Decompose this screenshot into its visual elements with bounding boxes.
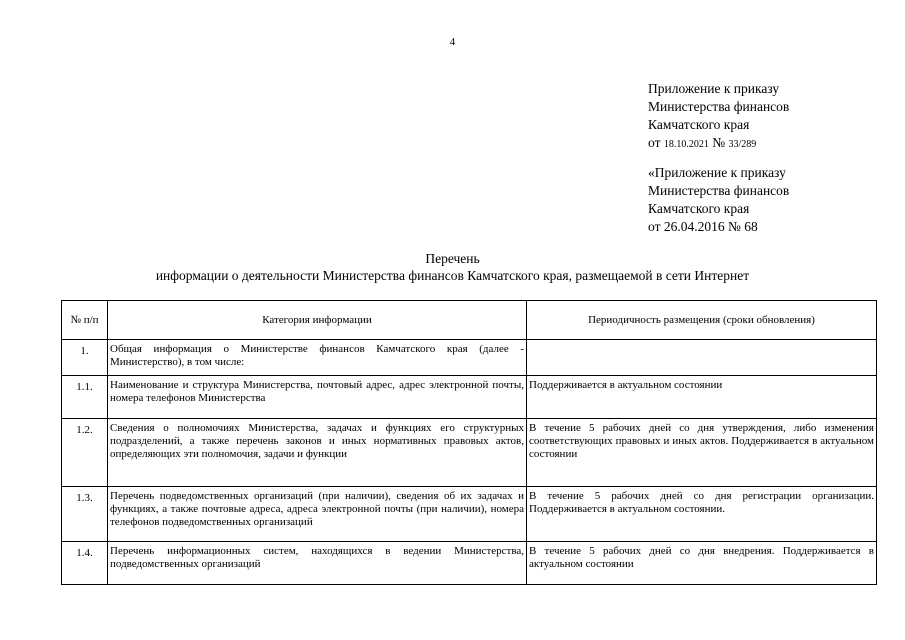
row-number: 1.1.: [62, 376, 108, 419]
row-category: Общая информация о Министерстве финансов Камчатского края (далее - Министерство), в том числе:: [108, 340, 527, 376]
row-period: Поддерживается в актуальном состоянии: [527, 376, 877, 419]
appendix-previous-line4: от 26.04.2016 № 68: [648, 219, 758, 234]
title-line1: Перечень: [425, 251, 480, 266]
appendix-previous-block: [648, 164, 789, 236]
row-category: Наименование и структура Министерства, почтовый адрес, адрес электронной почты, номера телефонов Министерства: [108, 376, 527, 419]
appendix-current-date-line: [648, 134, 789, 154]
header-period: Периодичность размещения (сроки обновления): [527, 301, 877, 340]
date-value: 18.10.2021: [663, 139, 709, 150]
row-number: 1.: [62, 340, 108, 376]
row-period: В течение 5 рабочих дней со дня внедрения. Поддерживается в актуальном состоянии: [527, 542, 877, 585]
appendix-current-line2: Министерства финансов: [648, 99, 790, 114]
row-number: 1.3.: [62, 487, 108, 542]
appendix-previous-line1: «Приложение к приказу: [648, 165, 786, 180]
title-line2: информации о деятельности Министерства финансов Камчатского края, размещаемой в сети Интернет: [155, 268, 750, 283]
number-sign: №: [712, 135, 726, 150]
order-number: 33/289: [728, 139, 757, 150]
page-number: 4: [449, 36, 456, 48]
appendix-previous-line3: Камчатского края: [648, 201, 750, 216]
row-number: 1.2.: [62, 419, 108, 487]
row-category: Перечень информационных систем, находящихся в ведении Министерства, подведомственных организаций: [108, 542, 527, 585]
appendix-current-line3: Камчатского края: [648, 117, 750, 132]
appendix-current-block: [648, 80, 789, 154]
header-number: № п/п: [62, 301, 108, 340]
row-period: В течение 5 рабочих дней со дня регистрации организации. Поддерживается в актуальном состоянии.: [527, 487, 877, 542]
row-category: Сведения о полномочиях Министерства, задачах и функциях его структурных подразделений, а также перечень законов и иных нормативных правовых актов, определяющих эти полномочия, задачи и функции: [108, 419, 527, 487]
table-header-row: [62, 301, 877, 340]
appendix-current-line1: Приложение к приказу: [648, 81, 780, 96]
row-category: Перечень подведомственных организаций (при наличии), сведения об их задачах и функциях, а также почтовые адреса, адреса электронной почты (при наличии), номера телефонов подведомственных организаций: [108, 487, 527, 542]
document-title: [0, 250, 905, 284]
information-table: [61, 300, 877, 585]
table-row: [62, 340, 877, 376]
row-number: 1.4.: [62, 542, 108, 585]
table-row: [62, 487, 877, 542]
date-prefix: от: [648, 135, 661, 150]
table-row: [62, 419, 877, 487]
row-period: В течение 5 рабочих дней со дня утверждения, либо изменения соответствующих правовых и иных актов. Поддерживается в актуальном состоянии: [527, 419, 877, 487]
row-period: [527, 340, 877, 376]
appendix-previous-line2: Министерства финансов: [648, 183, 790, 198]
table-row: [62, 542, 877, 585]
table-row: [62, 376, 877, 419]
header-category: Категория информации: [108, 301, 527, 340]
